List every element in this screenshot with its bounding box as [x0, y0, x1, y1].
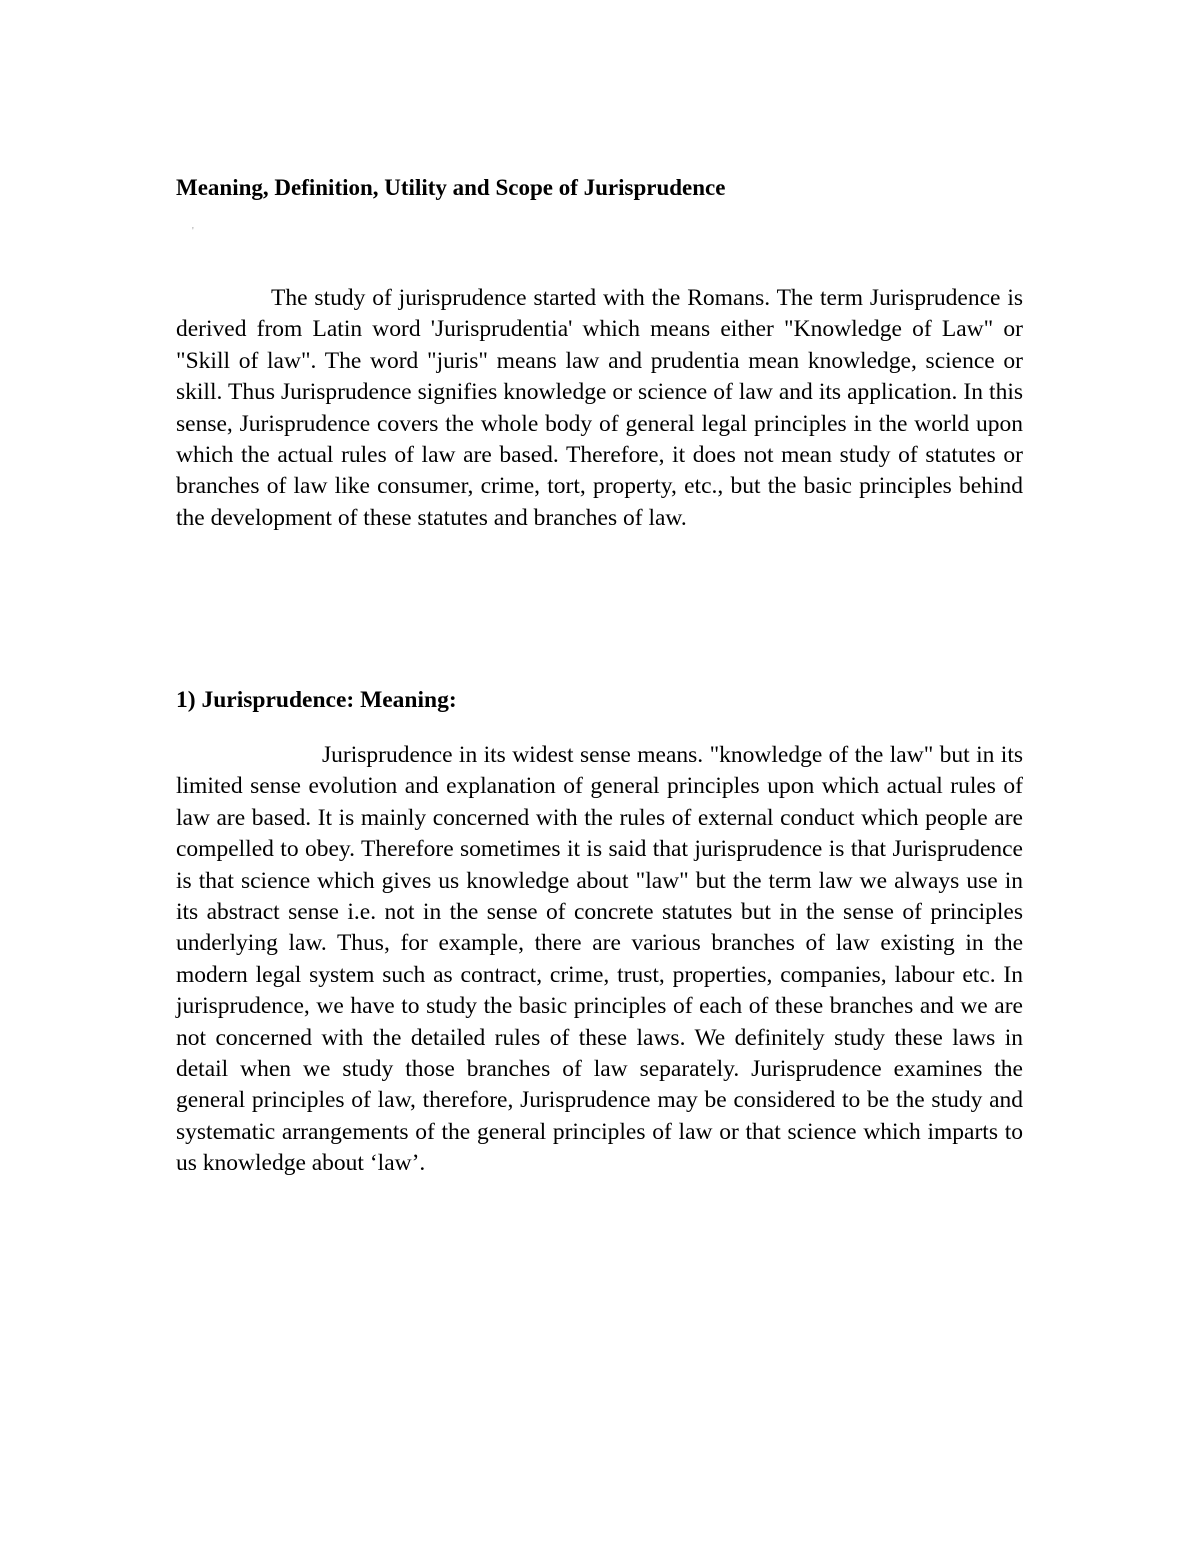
section-heading-meaning: 1) Jurisprudence: Meaning:: [176, 687, 457, 713]
stray-mark: ': [192, 226, 194, 237]
document-title: Meaning, Definition, Utility and Scope of Jurisprudence: [176, 175, 726, 200]
intro-paragraph: The study of jurisprudence started with the Romans. The term Jurisprudence is derived from Latin word 'Jurisprudentia' which means either "Knowledge of Law" or "Skill of law". The word "juris" means law and prudentia mean knowledge, science or skill. Thus Jurisprudence signifies knowledge or science of law and its application. In this sense, Jurisprudence covers the whole body of general legal principles in the world upon which the actual rules of law are based. Therefore, it does not mean study of statutes or branches of law like consumer, crime, tort, property, etc., but the basic principles behind the development of these statutes and branches of law.: [176, 285, 1023, 531]
section-body-meaning: Jurisprudence in its widest sense means. "knowledge of the law" but in its limited sense evolution and explanation of general principles upon which actual rules of law are based. It is mainly concerned with the rules of external conduct which people are compelled to obey. Therefore sometimes it is said that jurisprudence is that Jurisprudence is that science which gives us knowledge about "law" but the term law we always use in its abstract sense i.e. not in the sense of concrete statutes but in the sense of principles underlying law. Thus, for example, there are various branches of law existing in the modern legal system such as contract, crime, trust, properties, companies, labour etc. In jurisprudence, we have to study the basic principles of each of these branches and we are not concerned with the detailed rules of these laws. We definitely study these laws in detail when we study those branches of law separately. Jurisprudence examines the general principles of law, therefore, Jurisprudence may be considered to be the study and systematic arrangements of the general principles of law or that science which imparts to us knowledge about ‘law’.: [176, 742, 1023, 1177]
